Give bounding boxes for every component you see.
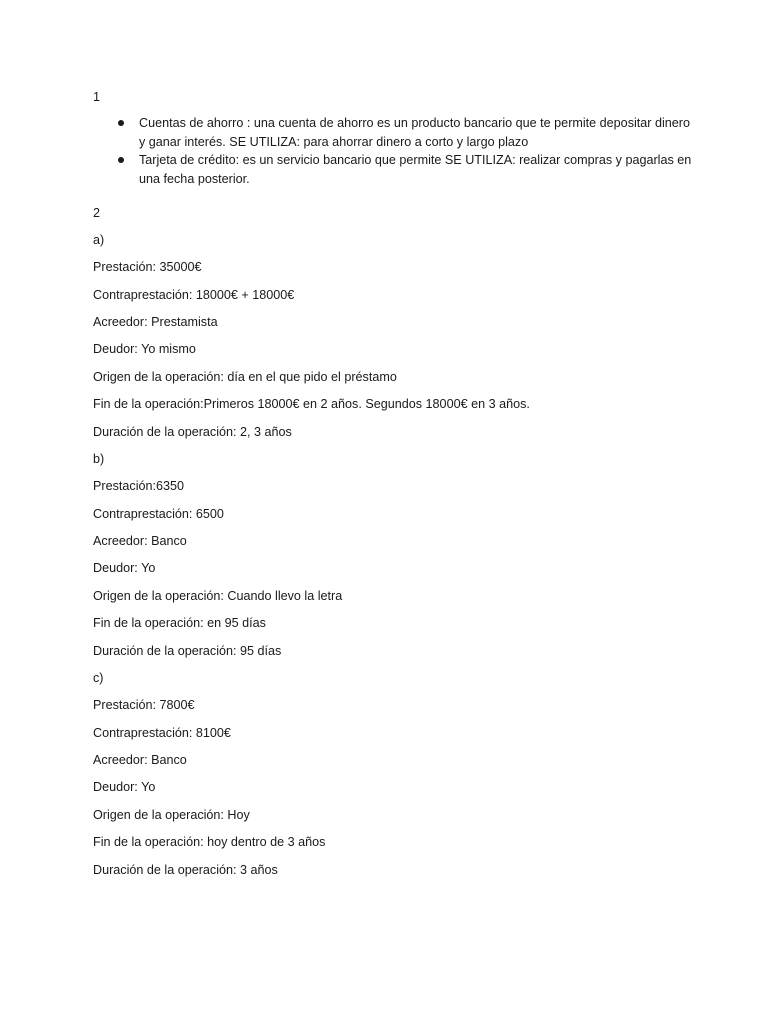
part-b-line: Acreedor: Banco <box>93 534 187 548</box>
bullet-icon <box>118 157 124 163</box>
section-number-1: 1 <box>93 90 101 104</box>
part-a-line: Origen de la operación: día en el que pido el préstamo <box>93 370 397 384</box>
part-b-line: Contraprestación: 6500 <box>93 507 224 521</box>
part-a-line: Prestación: 35000€ <box>93 260 202 274</box>
part-c-line: Prestación: 7800€ <box>93 698 195 712</box>
bullet-item-credit-card <box>118 151 698 188</box>
part-b-line: Fin de la operación: en 95 días <box>93 616 266 630</box>
part-c-line: Fin de la operación: hoy dentro de 3 años <box>93 835 326 849</box>
part-c-line: Origen de la operación: Hoy <box>93 808 250 822</box>
section-number-2: 2 <box>93 206 101 220</box>
bullet-item-savings <box>118 114 698 151</box>
part-label-a: a) <box>93 233 105 247</box>
part-b-line: Duración de la operación: 95 días <box>93 644 282 658</box>
part-a-line: Acreedor: Prestamista <box>93 315 218 329</box>
part-c-line: Deudor: Yo <box>93 780 156 794</box>
part-a-line: Deudor: Yo mismo <box>93 342 196 356</box>
bullet-list <box>118 114 698 188</box>
part-c-line: Contraprestación: 8100€ <box>93 726 231 740</box>
bullet-text: Tarjeta de crédito: es un servicio bancario que permite SE UTILIZA: realizar compras y pagarlas en una fecha posterior. <box>139 153 692 186</box>
part-b-line: Deudor: Yo <box>93 561 156 575</box>
part-b-line: Prestación:6350 <box>93 479 185 493</box>
part-c-line: Duración de la operación: 3 años <box>93 863 278 877</box>
part-a-line: Duración de la operación: 2, 3 años <box>93 425 292 439</box>
part-label-b: b) <box>93 452 105 466</box>
part-c-line: Acreedor: Banco <box>93 753 187 767</box>
part-a-line: Contraprestación: 18000€ + 18000€ <box>93 288 295 302</box>
part-label-c: c) <box>93 671 104 685</box>
part-a-line: Fin de la operación:Primeros 18000€ en 2 años. Segundos 18000€ en 3 años. <box>93 397 530 411</box>
bullet-text: Cuentas de ahorro : una cuenta de ahorro es un producto bancario que te permite depositar dinero y ganar interés. SE UTILIZA: para ahorrar dinero a corto y largo plazo <box>139 116 690 149</box>
part-b-line: Origen de la operación: Cuando llevo la letra <box>93 589 343 603</box>
bullet-icon <box>118 120 124 126</box>
